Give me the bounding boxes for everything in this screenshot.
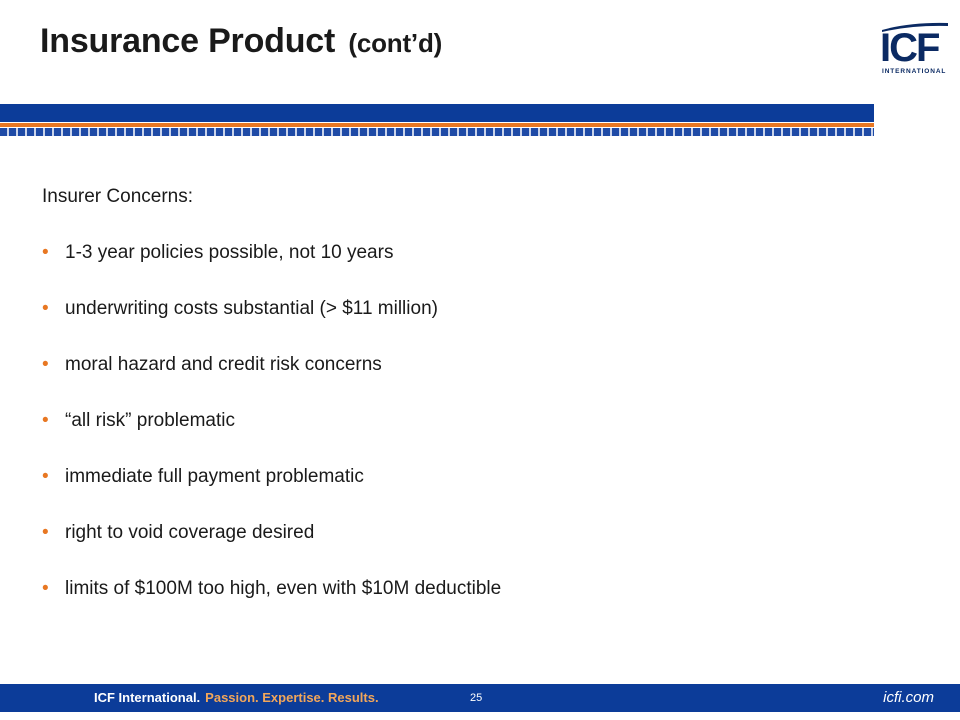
header-band [0, 104, 874, 136]
bullet-icon: • [42, 410, 49, 431]
slide-title-main: Insurance Product [40, 22, 336, 60]
logo-subtext: INTERNATIONAL [882, 68, 947, 75]
list-item [42, 407, 902, 435]
logo-text: ICF [880, 26, 939, 70]
footer-tagline: Passion. Expertise. Results. [205, 690, 379, 705]
bullet-text: “all risk” problematic [65, 410, 235, 431]
bullet-icon: • [42, 522, 49, 543]
slide-title [40, 22, 442, 61]
bullet-text: right to void coverage desired [65, 522, 315, 543]
bullet-text: limits of $100M too high, even with $10M deductible [65, 578, 502, 599]
bullet-text: 1-3 year policies possible, not 10 years [65, 242, 394, 263]
list-item [42, 239, 902, 267]
slide-content [42, 183, 902, 631]
bullet-icon: • [42, 242, 49, 263]
bullet-text: immediate full payment problematic [65, 466, 364, 487]
list-item [42, 519, 902, 547]
content-heading: Insurer Concerns: [42, 186, 194, 207]
footer-tagline-block [94, 684, 379, 712]
list-item [42, 463, 902, 491]
header-band-blue [0, 104, 874, 122]
bullet-icon: • [42, 298, 49, 319]
bullet-icon: • [42, 466, 49, 487]
bullet-text: underwriting costs substantial (> $11 million) [65, 298, 438, 319]
page-number: 25 [470, 692, 483, 704]
bullet-icon: • [42, 578, 49, 599]
bullet-text: moral hazard and credit risk concerns [65, 354, 382, 375]
list-item [42, 295, 902, 323]
list-item [42, 575, 902, 603]
bullet-icon: • [42, 354, 49, 375]
icf-logo [880, 20, 950, 78]
list-item [42, 351, 902, 379]
footer-url-link[interactable]: icfi.com [883, 689, 934, 706]
header-band-dashed [0, 128, 874, 136]
header-band-orange-line [0, 123, 874, 127]
footer-brand: ICF International. [94, 690, 201, 705]
footer-bar [0, 684, 960, 712]
slide-title-sub: (cont’d) [348, 28, 443, 58]
footer-bottom-margin [0, 712, 960, 720]
bullet-list [42, 239, 902, 603]
